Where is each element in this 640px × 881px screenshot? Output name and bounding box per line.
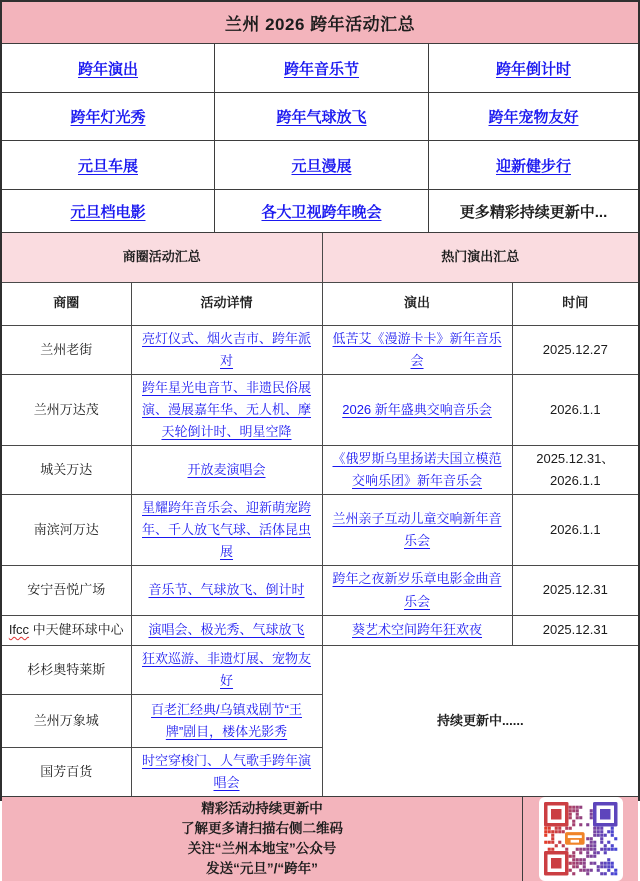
- activity-link[interactable]: 时空穿梭门、人气歌手跨年演唱会: [142, 752, 312, 790]
- activity-link[interactable]: 音乐节、气球放飞、倒计时: [148, 582, 305, 598]
- footer-line: 了解更多请扫描右侧二维码: [181, 821, 343, 836]
- quick-link-nye-light-show[interactable]: [2, 93, 215, 141]
- show-link[interactable]: 葵艺术空间跨年狂欢夜: [352, 622, 483, 638]
- date-value: 2025.12.31: [512, 615, 638, 645]
- activity-link[interactable]: 演唱会、极光秀、气球放飞: [148, 622, 305, 638]
- quick-link-tv-galas[interactable]: [215, 190, 429, 233]
- mall-name: 兰州万象城: [2, 694, 131, 747]
- section-header-business: 商圈活动汇总: [2, 233, 322, 282]
- quick-link[interactable]: 迎新健步行: [495, 157, 571, 175]
- quick-link-nye-music-festival[interactable]: [215, 44, 429, 93]
- date-value: 2025.12.31、2026.1.1: [512, 445, 638, 494]
- footer-line: 发送“元旦”/“跨年”: [206, 861, 318, 876]
- col-header-activity: 活动详情: [131, 282, 322, 325]
- show-link[interactable]: 2026 新年盛典交响音乐会: [342, 401, 492, 417]
- quick-link[interactable]: 元旦档电影: [70, 203, 146, 221]
- quick-link-balloon-release[interactable]: [215, 93, 429, 141]
- table-row: [2, 645, 638, 694]
- footer-line: 关注“兰州本地宝”公众号: [187, 841, 337, 856]
- table-row: [2, 615, 638, 645]
- quick-link[interactable]: 跨年宠物友好: [488, 109, 579, 126]
- updating-note: 持续更新中......: [322, 645, 638, 796]
- show-link[interactable]: 跨年之夜新岁乐章电影金曲音乐会: [332, 571, 502, 609]
- qr-code: [539, 797, 623, 881]
- quick-link[interactable]: 跨年倒计时: [495, 60, 571, 78]
- date-value: 2026.1.1: [512, 495, 638, 566]
- events-table: [2, 233, 638, 796]
- table-row: [2, 445, 638, 494]
- quick-link[interactable]: 跨年演出: [77, 60, 138, 78]
- mall-name: 杉杉奥特莱斯: [2, 645, 131, 694]
- quick-link[interactable]: 元旦车展: [77, 157, 138, 175]
- show-link[interactable]: 低苦艾《漫游卡卡》新年音乐会: [332, 330, 502, 368]
- table-row: [2, 566, 638, 615]
- mall-name: 城关万达: [2, 445, 131, 494]
- activity-link[interactable]: 开放麦演唱会: [187, 462, 266, 478]
- more-updates-note: 更多精彩持续更新中...: [429, 190, 638, 233]
- quick-link-nye-countdown[interactable]: [429, 44, 638, 93]
- activity-link[interactable]: 跨年星光电音节、非遗民俗展演、漫展嘉年华、无人机、摩天轮倒计时、明星空降: [142, 379, 312, 439]
- date-value: 2025.12.27: [512, 325, 638, 374]
- quick-link-auto-show[interactable]: [2, 141, 215, 190]
- col-header-mall: 商圈: [2, 282, 131, 325]
- quick-link-new-year-movies[interactable]: [2, 190, 215, 233]
- footer-text: [2, 797, 522, 881]
- footer-line: 精彩活动持续更新中: [201, 801, 323, 816]
- footer-qr-cell: [522, 797, 638, 881]
- table-row: [2, 495, 638, 566]
- qr-code-pattern: [544, 802, 618, 876]
- mall-name: 南滨河万达: [2, 495, 131, 566]
- quick-link[interactable]: 元旦漫展: [291, 157, 352, 175]
- activity-link[interactable]: 狂欢巡游、非遗灯展、宠物友好: [142, 650, 312, 688]
- show-link[interactable]: 《俄罗斯乌里扬诺夫国立模范交响乐团》新年音乐会: [332, 450, 502, 489]
- col-header-show: 演出: [322, 282, 512, 325]
- col-header-date: 时间: [512, 282, 638, 325]
- mall-name: 兰州老街: [2, 325, 131, 374]
- quick-link-new-year-walk[interactable]: [429, 141, 638, 190]
- mall-name: 国芳百货: [2, 747, 131, 796]
- show-link[interactable]: 兰州亲子互动儿童交响新年音乐会: [332, 511, 502, 549]
- mall-name: 安宁吾悦广场: [2, 566, 131, 615]
- date-value: 2025.12.31: [512, 566, 638, 615]
- quick-link-comic-expo[interactable]: [215, 141, 429, 190]
- mall-name-prefix: Ifcc: [8, 622, 30, 638]
- footer: [2, 796, 638, 881]
- table-row: [2, 325, 638, 374]
- quick-link-pet-friendly[interactable]: [429, 93, 638, 141]
- quick-link-nye-shows[interactable]: [2, 44, 215, 93]
- activity-link[interactable]: 星耀跨年音乐会、迎新萌宠跨年、千人放飞气球、活体昆虫展: [142, 500, 312, 560]
- mall-name: 兰州万达茂: [2, 374, 131, 445]
- quick-link[interactable]: 跨年气球放飞: [276, 109, 367, 126]
- mall-name: [2, 615, 131, 645]
- quick-link[interactable]: 各大卫视跨年晚会: [261, 203, 382, 221]
- date-value: 2026.1.1: [512, 374, 638, 445]
- section-header-shows: 热门演出汇总: [322, 233, 638, 282]
- activity-link[interactable]: 亮灯仪式、烟火吉市、跨年派对: [142, 330, 312, 368]
- mall-name-rest: 中天健环球中心: [29, 622, 124, 638]
- quick-links-grid: [2, 44, 638, 233]
- quick-link[interactable]: 跨年音乐节: [283, 60, 359, 78]
- table-row: [2, 374, 638, 445]
- quick-link[interactable]: 跨年灯光秀: [70, 109, 146, 126]
- page-title: 兰州 2026 跨年活动汇总: [2, 2, 638, 44]
- activity-link[interactable]: 百老汇经典/乌镇戏剧节“王牌”剧目，楼体光影秀: [151, 701, 302, 739]
